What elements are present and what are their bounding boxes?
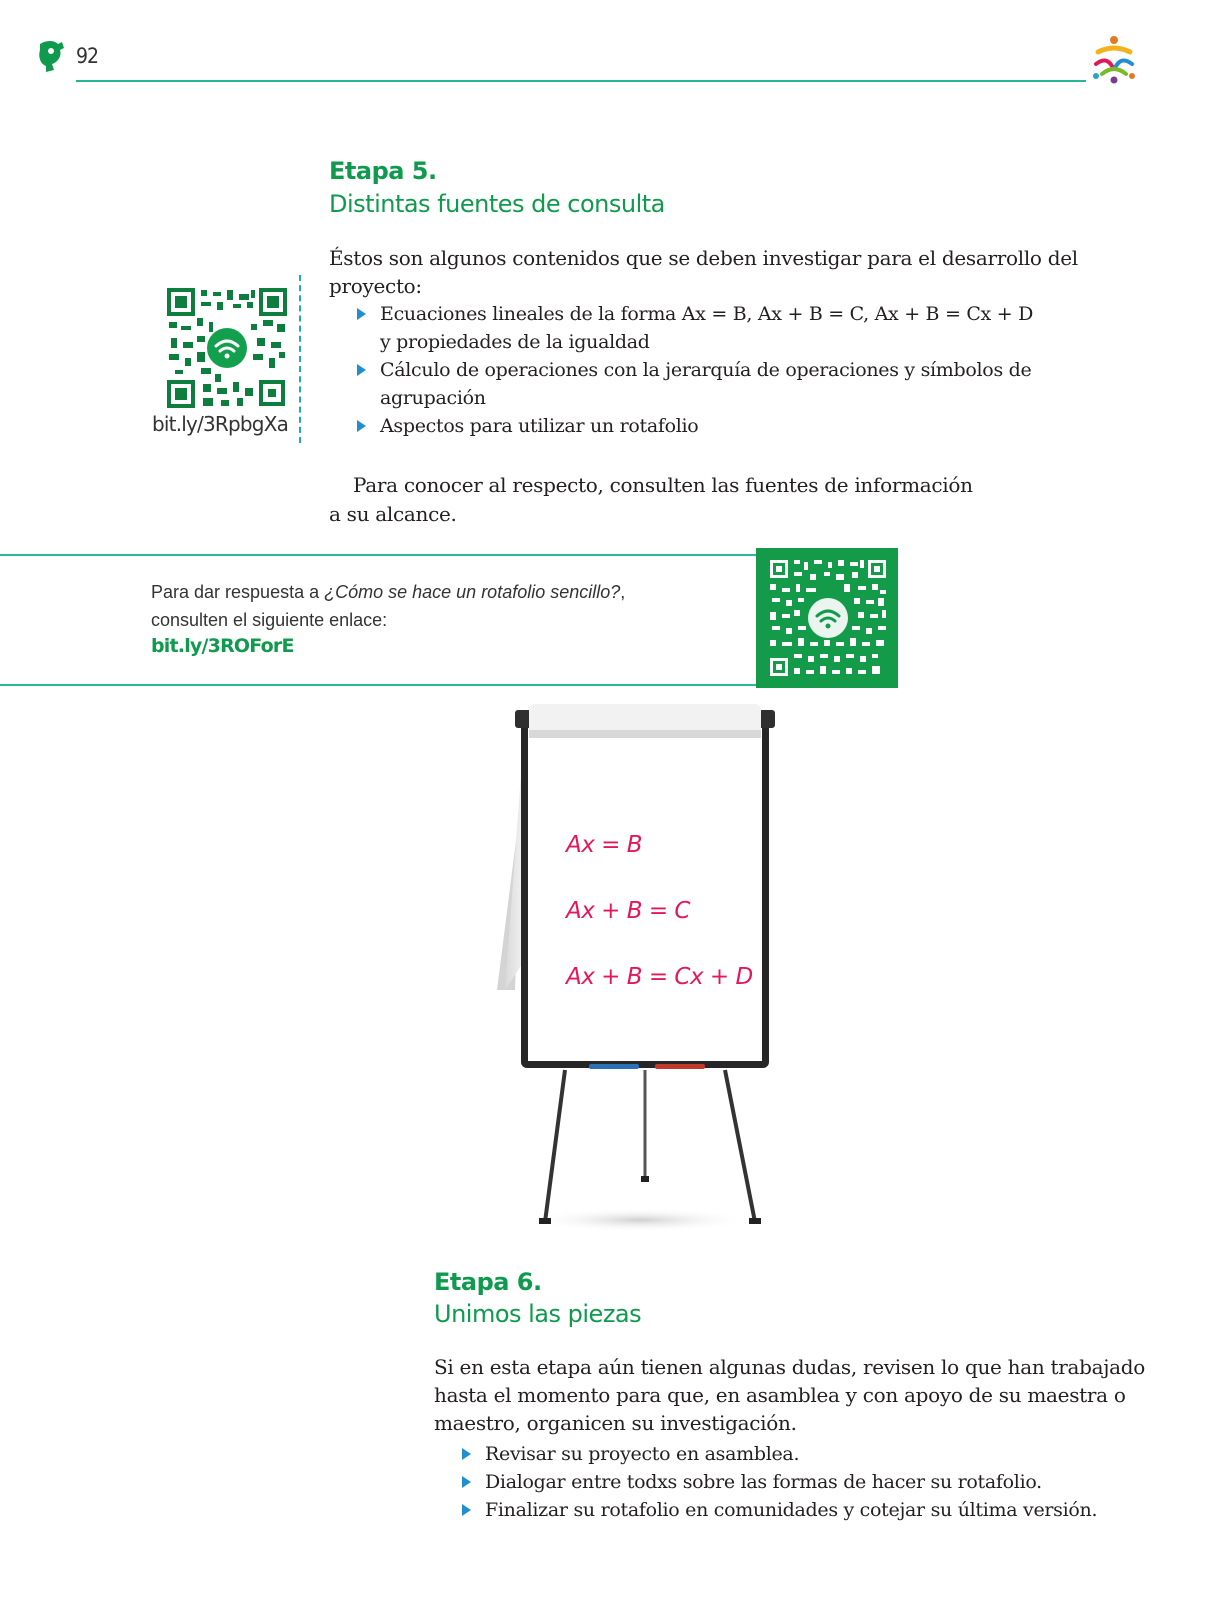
qr-dashed-divider [299, 275, 301, 443]
book-logo-icon [36, 38, 68, 74]
page-number: 92 [76, 44, 99, 68]
info-text-line1 [151, 582, 625, 603]
bullet-text: Cálculo de operaciones con la jerarquía de operaciones y símbolos de [380, 359, 1032, 381]
bullet-text: Finalizar su rotafolio en comunidades y cotejar su última versión. [485, 1499, 1098, 1521]
etapa5-intro-line2: proyecto: [329, 274, 422, 298]
info-question: ¿Cómo se hace un rotafolio sencillo? [324, 582, 621, 602]
etapa6-para-line: Si en esta etapa aún tienen algunas dudas, revisen lo que han trabajado [434, 1355, 1145, 1379]
etapa5-bullet-list [353, 300, 1043, 440]
etapa5-outro-line1: Para conocer al respecto, consulten las fuentes de información [353, 473, 973, 497]
community-logo-icon [1088, 34, 1140, 86]
bullet-text-cont: agrupación [380, 387, 486, 409]
bullet-arrow-icon [462, 1504, 471, 1516]
header-rule [76, 80, 1086, 82]
bullet-arrow-icon [357, 308, 366, 320]
etapa5-intro-line1: Éstos son algunos contenidos que se deben investigar para el desarrollo del [329, 246, 1078, 270]
etapa5-outro-line2: a su alcance. [329, 502, 457, 526]
bullet-arrow-icon [357, 420, 366, 432]
etapa5-bullet [353, 300, 1043, 356]
etapa6-para-line: maestro, organicen su investigación. [434, 1411, 797, 1435]
flipchart-formula: Ax = B [566, 832, 643, 858]
bullet-text: Ecuaciones lineales de la forma Ax = B, Ax + B = C, Ax + B = Cx + D [380, 303, 1033, 325]
info-text-before: Para dar respuesta a [151, 582, 325, 602]
qr-code-icon[interactable] [167, 288, 287, 408]
info-text-line2: consulten el siguiente enlace: [151, 610, 388, 630]
bullet-text: Aspectos para utilizar un rotafolio [380, 415, 699, 437]
info-text-after: , [620, 582, 626, 602]
etapa6-bullet-list [458, 1440, 1138, 1524]
etapa5-subtitle: Distintas fuentes de consulta [329, 190, 665, 218]
etapa6-para-line: hasta el momento para que, en asamblea y con apoyo de su maestra o [434, 1383, 1126, 1407]
bullet-text: Revisar su proyecto en asamblea. [485, 1443, 800, 1465]
qr-code-icon[interactable] [768, 558, 888, 678]
etapa6-bullet [458, 1440, 1138, 1468]
etapa5-bullet [353, 412, 1043, 440]
bullet-arrow-icon [462, 1476, 471, 1488]
flipchart-formula: Ax + B = C [566, 898, 690, 924]
flipchart-formula: Ax + B = Cx + D [566, 964, 753, 990]
etapa6-bullet [458, 1496, 1138, 1524]
bullet-arrow-icon [462, 1448, 471, 1460]
bullet-arrow-icon [357, 364, 366, 376]
info-link[interactable]: bit.ly/3ROForE [151, 635, 294, 657]
etapa6-title: Etapa 6. [434, 1268, 542, 1296]
qr-link-label[interactable]: bit.ly/3RpbgXa [152, 412, 289, 436]
bullet-text-cont: y propiedades de la igualdad [380, 331, 650, 353]
bullet-text: Dialogar entre todxs sobre las formas de hacer su rotafolio. [485, 1471, 1042, 1493]
etapa5-title: Etapa 5. [329, 157, 437, 185]
etapa6-bullet [458, 1468, 1138, 1496]
etapa6-subtitle: Unimos las piezas [434, 1300, 642, 1328]
etapa5-bullet [353, 356, 1043, 412]
